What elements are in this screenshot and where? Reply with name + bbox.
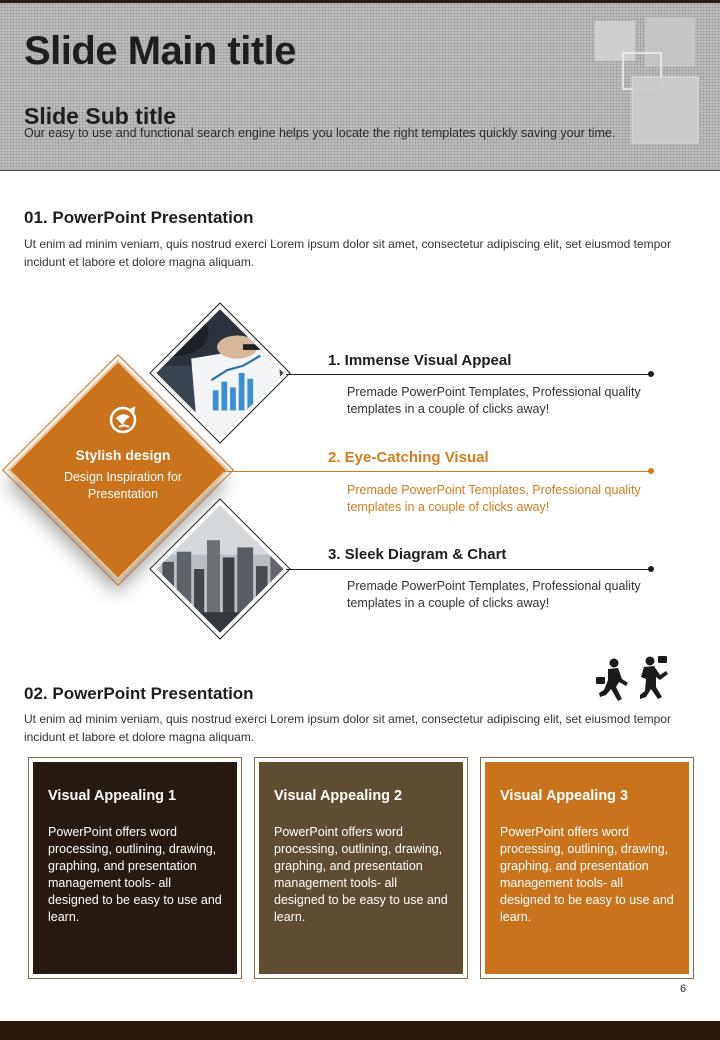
diagram-item-3-line: [286, 569, 650, 570]
card-3-body: PowerPoint offers word processing, outlining, drawing, graphing, and presentation management tools- all designed to be easy to use and learn.: [500, 825, 674, 924]
slide-main-title: Slide Main title: [24, 29, 297, 73]
card-2: [254, 757, 468, 979]
center-diamond-body: Design Inspiration for Presentation: [63, 470, 183, 501]
card-1-title: Visual Appealing 1: [48, 788, 177, 804]
running-businessmen-icon: [594, 655, 670, 703]
center-diamond-title: Stylish design: [75, 447, 171, 463]
bottom-bar: [0, 1021, 720, 1040]
slide-sub-title: Slide Sub title: [24, 103, 177, 129]
decorative-squares-icon: [590, 13, 710, 148]
header-description: Our easy to use and functional search engine helps you locate the right templates quickly saving your time.: [24, 126, 616, 140]
diagram-item-2-line: [220, 471, 650, 472]
diagram-item-1-title: 1. Immense Visual Appeal: [328, 352, 512, 369]
card-1-body: PowerPoint offers word processing, outlining, drawing, graphing, and presentation management tools- all designed to be easy to use and learn.: [48, 825, 222, 924]
card-2-body: PowerPoint offers word processing, outlining, drawing, graphing, and presentation management tools- all designed to be easy to use and learn.: [274, 825, 448, 924]
diagram-item-1-description: Premade PowerPoint Templates, Professional quality templates in a couple of clicks away!: [347, 385, 641, 416]
section-1-description: Ut enim ad minim veniam, quis nostrud exerci Lorem ipsum dolor sit amet, consectetur adipiscing elit, set eiusmod tempor incidunt et labore et dolore magna aliquam.: [24, 237, 671, 269]
card-3-panel: [485, 762, 689, 974]
card-2-panel: [259, 762, 463, 974]
card-2-title: Visual Appealing 2: [274, 788, 403, 804]
header-band: [0, 3, 720, 171]
diagram-item-2-title: 2. Eye-Catching Visual: [328, 449, 489, 466]
diagram-item-3-description: Premade PowerPoint Templates, Professional quality templates in a couple of clicks away!: [347, 579, 641, 610]
card-1-panel: [33, 762, 237, 974]
section-1-title: 01. PowerPoint Presentation: [24, 208, 254, 227]
page-number: 6: [680, 983, 687, 995]
diagram-item-1-line: [286, 374, 650, 375]
section-2-title: 02. PowerPoint Presentation: [24, 684, 254, 703]
card-1: [28, 757, 242, 979]
globe-swirl-icon: [108, 405, 138, 435]
diagram-item-3-dot: [648, 566, 654, 572]
section-2-description: Ut enim ad minim veniam, quis nostrud exerci Lorem ipsum dolor sit amet, consectetur adipiscing elit, set eiusmod tempor incidunt et labore et dolore magna aliquam.: [24, 712, 671, 744]
diagram-item-2-dot: [648, 468, 654, 474]
diagram-item-3-title: 3. Sleek Diagram & Chart: [328, 546, 507, 563]
card-3-title: Visual Appealing 3: [500, 788, 629, 804]
diagram-item-2-description: Premade PowerPoint Templates, Professional quality templates in a couple of clicks away!: [347, 483, 641, 514]
diagram-item-1-dot: [648, 371, 654, 377]
card-3: [480, 757, 694, 979]
center-diamond-content: [40, 405, 206, 503]
